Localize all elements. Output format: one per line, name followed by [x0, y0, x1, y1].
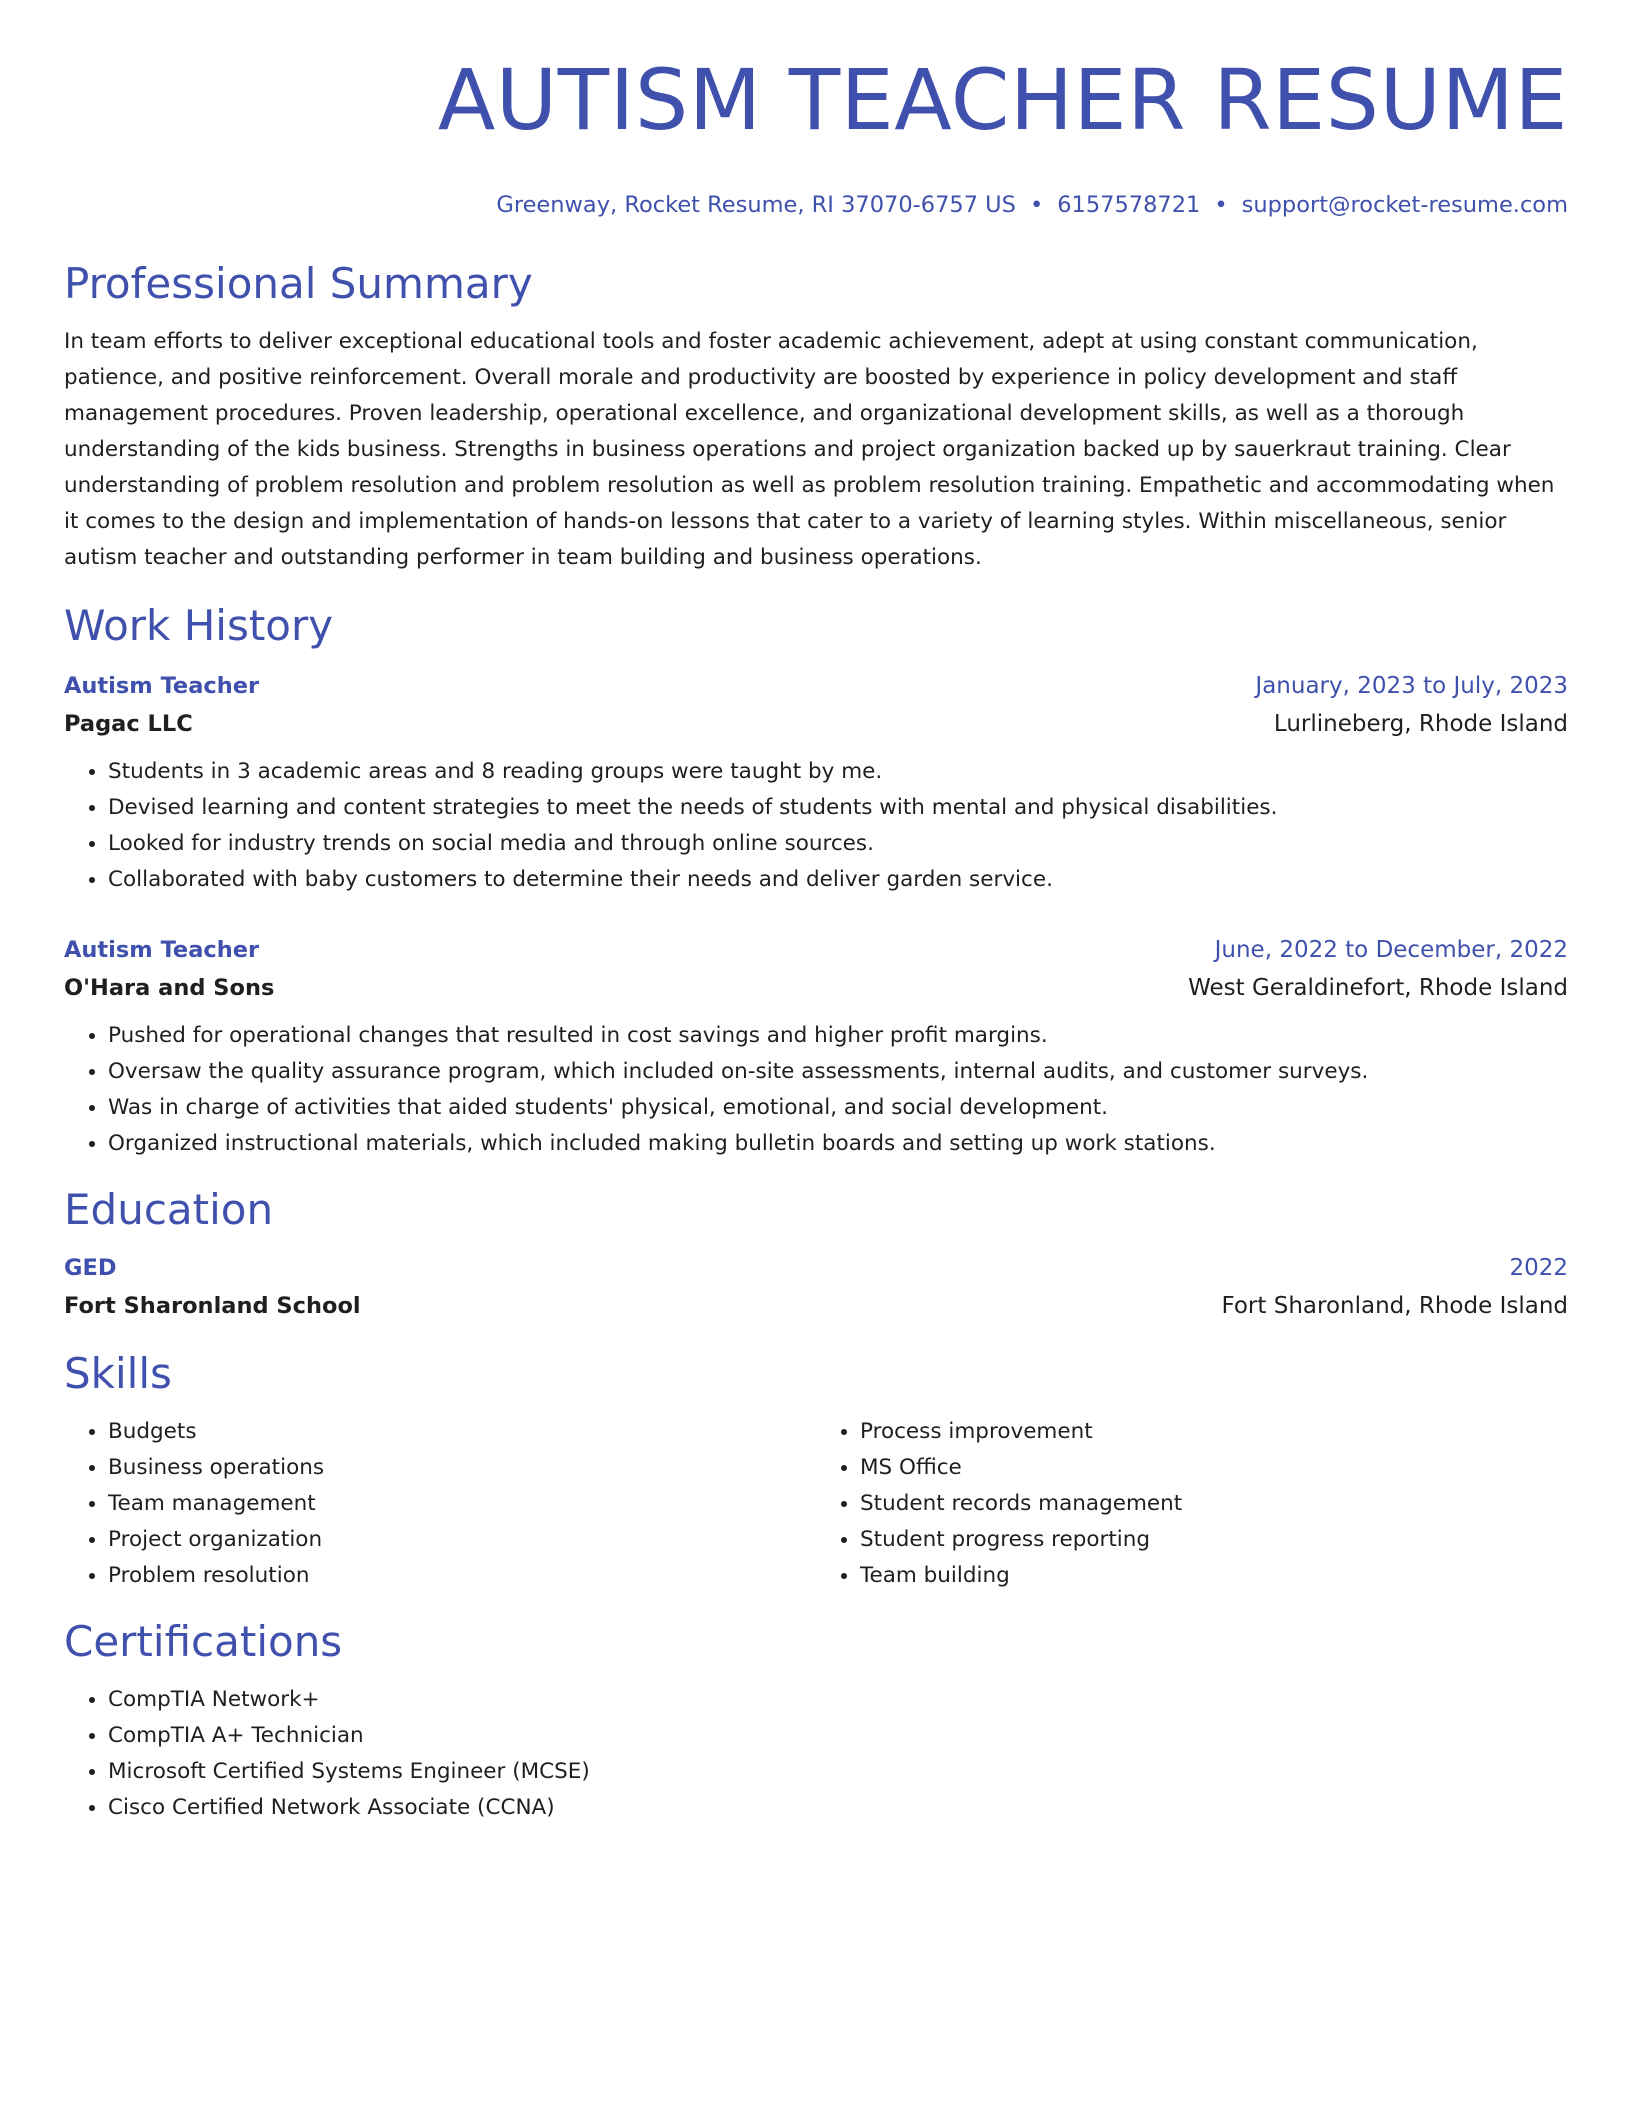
certification-item: • CompTIA A+ Technician [108, 1718, 1568, 1754]
school-name: Fort Sharonland School [64, 1293, 361, 1319]
degree-row [64, 1252, 1568, 1284]
job-bullet: • Oversaw the quality assurance program, which included on-site assessments, internal audits, and customer surveys. [108, 1054, 1568, 1090]
job-location: West Geraldinefort, Rhode Island [1188, 975, 1568, 1001]
section-heading-skills: Skills [64, 1349, 172, 1398]
job-title: Autism Teacher [64, 673, 260, 699]
job-location: Lurlineberg, Rhode Island [1273, 711, 1568, 737]
certification-item: • Cisco Certified Network Associate (CCNA) [108, 1790, 1568, 1826]
job-title-row [64, 670, 1568, 702]
degree: GED [64, 1255, 117, 1281]
summary-text: In team efforts to deliver exceptional educational tools and foster academic achievement, adept at using constant communication, patience, and positive reinforcement. Overall morale and productivity are boosted by experience in policy development and staff management procedures. Proven leadership, operational excellence, and organizational development skills, as well as a thorough understanding of the kids business. Strengths in business operations and project organization backed up by sauerkraut training. Clear understanding of problem resolution and problem resolution as well as problem resolution training. Empathetic and accommodating when it comes to the design and implementation of hands-on lessons that cater to a variety of learning styles. Within miscellaneous, senior autism teacher and outstanding performer in team building and business operations. [64, 329, 1555, 570]
company-name: O'Hara and Sons [64, 975, 275, 1001]
company-row [64, 972, 1568, 1004]
resume-title: AUTISM TEACHER RESUME [437, 51, 1568, 149]
school-row [64, 1290, 1568, 1322]
job-title-row [64, 934, 1568, 966]
contact-address: Greenway, Rocket Resume, RI 37070-6757 US [496, 192, 1016, 218]
job-entry [64, 670, 1568, 898]
skill-item: • MS Office [860, 1450, 1568, 1486]
skill-item: • Project organization [108, 1522, 816, 1558]
graduation-year: 2022 [1509, 1255, 1568, 1281]
school-location: Fort Sharonland, Rhode Island [1221, 1293, 1568, 1319]
section-heading-education: Education [64, 1185, 274, 1234]
skill-item: • Process improvement [860, 1414, 1568, 1450]
job-bullet: • Devised learning and content strategies to meet the needs of students with mental and physical disabilities. [108, 790, 1568, 826]
contact-phone: 6157578721 [1057, 192, 1201, 218]
job-bullets [64, 1018, 1568, 1162]
job-bullet: • Was in charge of activities that aided students' physical, emotional, and social development. [108, 1090, 1568, 1126]
contact-email: support@rocket-resume.com [1241, 192, 1568, 218]
job-bullet: • Collaborated with baby customers to determine their needs and deliver garden service. [108, 862, 1568, 898]
job-bullet: • Students in 3 academic areas and 8 reading groups were taught by me. [108, 754, 1568, 790]
company-name: Pagac LLC [64, 711, 193, 737]
skills-column-left [64, 1414, 816, 1594]
job-title: Autism Teacher [64, 937, 260, 963]
job-bullet: • Pushed for operational changes that resulted in cost savings and higher profit margins. [108, 1018, 1568, 1054]
skill-item: • Team building [860, 1558, 1568, 1594]
contact-line [64, 190, 1568, 220]
skill-item: • Team management [108, 1486, 816, 1522]
job-dates: June, 2022 to December, 2022 [1214, 937, 1568, 963]
job-dates: January, 2023 to July, 2023 [1255, 673, 1568, 699]
skills-column-right [816, 1414, 1568, 1594]
certification-item: • Microsoft Certified Systems Engineer (MCSE) [108, 1754, 1568, 1790]
section-heading-work-history: Work History [64, 601, 334, 650]
skill-item: • Problem resolution [108, 1558, 816, 1594]
skill-item: • Student records management [860, 1486, 1568, 1522]
section-heading-summary: Professional Summary [64, 259, 533, 308]
job-bullets [64, 754, 1568, 898]
education-entry [64, 1252, 1568, 1322]
skill-item: • Budgets [108, 1414, 816, 1450]
job-entry [64, 934, 1568, 1162]
job-bullet: • Looked for industry trends on social media and through online sources. [108, 826, 1568, 862]
company-row [64, 708, 1568, 740]
contact-separator: • [1214, 192, 1228, 218]
skills-grid [64, 1414, 1568, 1594]
section-heading-certifications: Certifications [64, 1617, 343, 1666]
certifications-list [64, 1682, 1568, 1826]
contact-separator: • [1029, 192, 1044, 218]
job-bullet: • Organized instructional materials, which included making bulletin boards and setting up work stations. [108, 1126, 1568, 1162]
skill-item: • Student progress reporting [860, 1522, 1568, 1558]
certification-item: • CompTIA Network+ [108, 1682, 1568, 1718]
skill-item: • Business operations [108, 1450, 816, 1486]
